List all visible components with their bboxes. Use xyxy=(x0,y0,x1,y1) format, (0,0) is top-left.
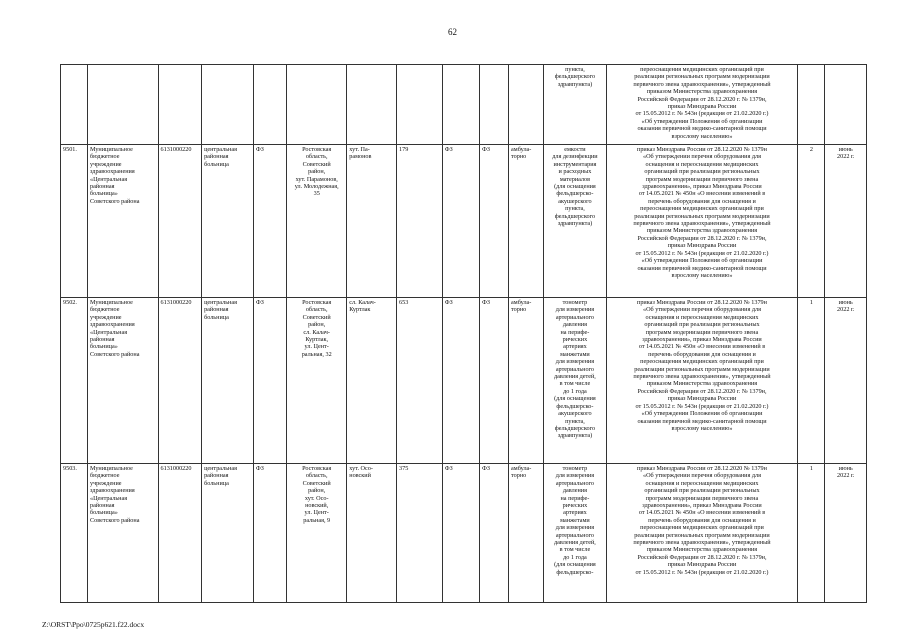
oktmo-cell: 6131000220 xyxy=(158,145,202,298)
basis-cell: приказ Минздрава России от 28.12.2020 № 1379н «Об утверждении перечня оборудования для оснащения и переоснащения медицинских организаций при реализации региональных программ модернизации первичного звена здравоохранения», приказ Минздрава России от 14.05.2021 № 450н «О внесении изменений в перечень оборудования для оснащения и переоснащения медицинских организаций при реализации региональных программ модернизации первичного звена здравоохранения», утвержденный приказом Министерства здравоохранения Российской Федерации от 28.12.2020 г. № 1379н, приказ Минздрава России от 15.05.2012 г. № 543н (редакция от 21.02.2020 г.) «Об утверждении Положения об организации оказания первичной медико-санитарной помощи взрослому населению» xyxy=(606,145,798,298)
unit-cell: центральная районная больница xyxy=(202,298,254,464)
equipment-cell: тонометр для измерения артериального давления на перифе- рических артериях манжетами для измерения артериального давления детей, в том числе до 1 года (для оснащения фельдшерско- xyxy=(544,464,606,603)
oktmo-cell: 6131000220 xyxy=(158,464,202,603)
type-cell: ФЗ xyxy=(480,298,509,464)
address-cell: Ростовская область, Советский район, сл. Калач- Куртлак, ул. Цент- ральная, 32 xyxy=(287,298,347,464)
organization-cell: Муниципальное бюджетное учреждение здравоохранения «Центральная районная больница» Советского района xyxy=(87,464,158,603)
care-form-cell: амбула- торно xyxy=(509,298,544,464)
page-number: 62 xyxy=(448,27,457,37)
settlement-cell: хут. Па- рамонов xyxy=(347,145,397,298)
oktmo-cell: 6131000220 xyxy=(158,298,202,464)
address-cell: Ростовская область, Советский район, хут. Парамонов, ул. Молодежная, 35 xyxy=(287,145,347,298)
type-cell: ФЗ xyxy=(480,145,509,298)
equipment-cell: тонометр для измерения артериального давления на перифе- рических артериях манжетами для измерения артериального давления детей, в том числе до 1 года (для оснащения фельдшерско- акушерского пункта, фельдшерского здравпункта) xyxy=(544,298,606,464)
table-row-continued xyxy=(61,65,867,145)
row-number-cell: 9503. xyxy=(61,464,88,603)
unit-type-cell: ФЗ xyxy=(253,298,286,464)
date-cell: июнь 2022 г. xyxy=(825,298,867,464)
basis-cell: приказ Минздрава России от 28.12.2020 № 1379н «Об утверждении перечня оборудования для оснащения и переоснащения медицинских организаций при реализации региональных программ модернизации первичного звена здравоохранения», приказ Минздрава России от 14.05.2021 № 450н «О внесении изменений в перечень оборудования для оснащения и переоснащения медицинских организаций при реализации региональных программ модернизации первичного звена здравоохранения», утвержденный приказом Министерства здравоохранения Российской Федерации от 28.12.2020 г. № 1379н, приказ Минздрава России от 15.05.2012 г. № 543н (редакция от 21.02.2020 г.) «Об утверждении Положения об организации оказания первичной медико-санитарной помощи взрослому населению» xyxy=(606,298,798,464)
organization-cell: Муниципальное бюджетное учреждение здравоохранения «Центральная районная больница» Советского района xyxy=(87,145,158,298)
population-cell: 179 xyxy=(397,145,443,298)
basis-cell: переоснащения медицинских организаций при реализации региональных программ модернизации первичного звена здравоохранения», утвержденный приказом Министерства здравоохранения Российской Федерации от 28.12.2020 г. № 1379н, приказ Минздрава России от 15.05.2012 г. № 543н (редакция от 21.02.2020 г.) «Об утверждении Положения об организации оказания первичной медико-санитарной помощи взрослому населению» xyxy=(606,65,798,145)
date-cell: июнь 2022 г. xyxy=(825,464,867,603)
population-cell: 375 xyxy=(397,464,443,603)
settlement-cell: сл. Калач- Куртлак xyxy=(347,298,397,464)
population-cell: 653 xyxy=(397,298,443,464)
equipment-cell: емкости для дезинфекции инструментария и расходных материалов (для оснащения фельдшерско- акушерского пункта, фельдшерского здравпункта) xyxy=(544,145,606,298)
row-number-cell: 9501. xyxy=(61,145,88,298)
type-cell: ФЗ xyxy=(442,298,479,464)
table-row xyxy=(61,298,867,464)
care-form-cell: амбула- торно xyxy=(509,145,544,298)
type-cell: ФЗ xyxy=(442,145,479,298)
date-cell: июнь 2022 г. xyxy=(825,145,867,298)
quantity-cell: 1 xyxy=(798,464,825,603)
type-cell: ФЗ xyxy=(480,464,509,603)
basis-cell: приказ Минздрава России от 28.12.2020 № 1379н «Об утверждении перечня оборудования для оснащения и переоснащения медицинских организаций при реализации региональных программ модернизации первичного звена здравоохранения», приказ Минздрава России от 14.05.2021 № 450н «О внесении изменений в перечень оборудования для оснащения и переоснащения медицинских организаций при реализации региональных программ модернизации первичного звена здравоохранения», утвержденный приказом Министерства здравоохранения Российской Федерации от 28.12.2020 г. № 1379н, приказ Минздрава России от 15.05.2012 г. № 543н (редакция от 21.02.2020 г.) xyxy=(606,464,798,603)
table-row xyxy=(61,145,867,298)
care-form-cell: амбула- торно xyxy=(509,464,544,603)
unit-type-cell: ФЗ xyxy=(253,145,286,298)
equipment-table xyxy=(60,64,867,603)
settlement-cell: хут. Осо- новский xyxy=(347,464,397,603)
unit-type-cell: ФЗ xyxy=(253,464,286,603)
unit-cell: центральная районная больница xyxy=(202,464,254,603)
quantity-cell: 1 xyxy=(798,298,825,464)
table-row xyxy=(61,464,867,603)
equipment-cell: пункта, фельдшерского здравпункта) xyxy=(544,65,606,145)
type-cell: ФЗ xyxy=(442,464,479,603)
row-number-cell: 9502. xyxy=(61,298,88,464)
address-cell: Ростовская область, Советский район, хут. Осо- новский, ул. Цент- ральная, 9 xyxy=(287,464,347,603)
footer-file-path: Z:\ORST\Ppo\0725p621.f22.docx xyxy=(42,620,145,629)
unit-cell: центральная районная больница xyxy=(202,145,254,298)
organization-cell: Муниципальное бюджетное учреждение здравоохранения «Центральная районная больница» Советского района xyxy=(87,298,158,464)
quantity-cell: 2 xyxy=(798,145,825,298)
